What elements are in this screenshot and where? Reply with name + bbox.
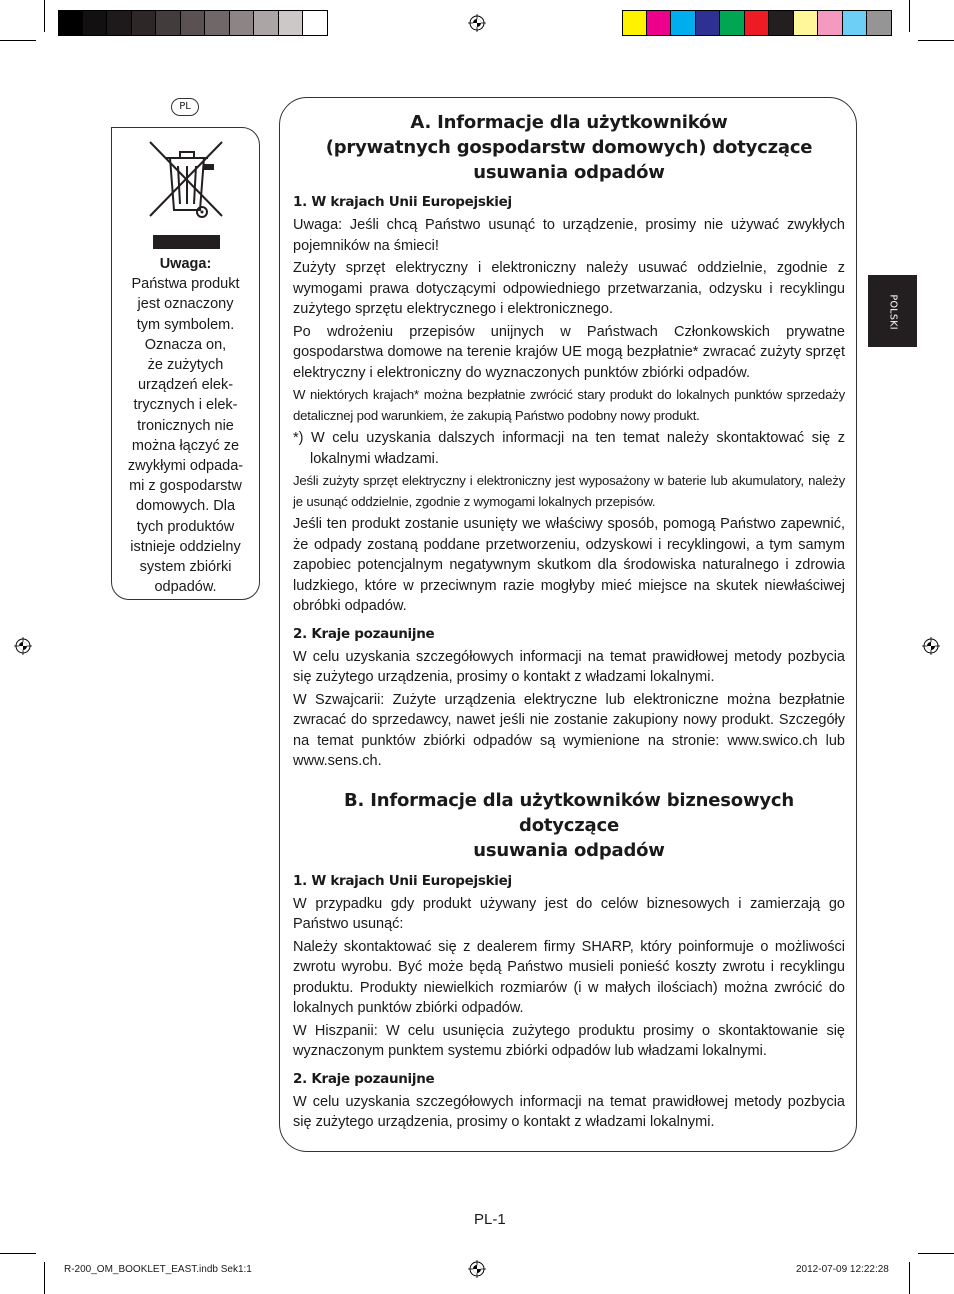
bin-underline-bar	[153, 235, 220, 249]
page-number: PL-1	[474, 1211, 506, 1228]
note-title: Uwaga:	[159, 256, 212, 272]
color-swatch	[745, 10, 770, 36]
section-b-subheading-eu: 1. W krajach Unii Europejskiej	[293, 872, 512, 889]
footnote: *) W celu uzyskania dalszych informacji na ten temat należy skontaktować się z lokalnymi władzami.	[293, 430, 845, 467]
paragraph: W celu uzyskania szczegółowych informacji na temat prawidłowej metody pozbycia się zużytego urządzenia, prosimy o kontakt z władzami lokalnymi.	[293, 648, 845, 685]
color-swatch	[818, 10, 843, 36]
main-content	[293, 110, 845, 1135]
color-swatch	[843, 10, 868, 36]
section-a-title: A. Informacje dla użytkowników (prywatnych gospodarstw domowych) dotyczące usuwania odpadów	[325, 112, 813, 183]
note-line: tych produktów	[136, 518, 235, 535]
crop-mark	[909, 0, 910, 32]
side-tab-label: POLSKI	[887, 294, 899, 330]
note-line: istnieje oddzielny	[130, 538, 241, 555]
paragraph: Zużyty sprzęt elektryczny i elektroniczny należy usuwać oddzielnie, zgodnie z wymogami prawa dotyczącymi odpowiedniego przetwarzania, odzysku i recyklingu zużytego sprzętu elektrycznego i elektronicznego.	[293, 260, 845, 317]
paragraph: Należy skontaktować się z dealerem firmy SHARP, który poinformuje o możliwości zwrotu wyrobu. Być może będą Państwo musieli ponieść koszty zwrotu i recyklingu produktu. Produkty niewielkich rozmiarów (i w małych ilościach) można zwrócić do lokalnych punktów zbiórki odpadów.	[293, 938, 845, 1016]
note-line: trycznych i elek-	[133, 397, 238, 414]
footer-timestamp: 2012-07-09 12:22:28	[796, 1264, 889, 1275]
paragraph: Po wdrożeniu przepisów unijnych w Państwach Członkowskich prywatne gospodarstwa domowe na terenie krajów UE mogą bezpłatnie* zwracać zużyty sprzęt elektryczny i elektroniczny do wyznaczonych punktów zbiórki odpadów.	[293, 323, 845, 381]
paragraph: Jeśli ten produkt zostanie usunięty we właściwy sposób, pomogą Państwo zapewnić, że odpady zostaną poddane przetworzeniu, odzyskowi i recyklingowi, a tym samym zapobiec potencjalnym negatywnym skutkom dla środowiska naturalnego i zdrowia ludzkiego, które w przeciwnym razie mogłyby mieć miejsce na skutek niewłaściwej obróbki odpadów.	[293, 516, 845, 614]
gray-swatch	[230, 10, 255, 36]
note-line: Państwa produkt	[131, 276, 240, 293]
section-b-subheading-non-eu: 2. Kraje pozaunijne	[293, 1070, 435, 1087]
gray-swatch	[156, 10, 181, 36]
color-swatch	[794, 10, 819, 36]
gray-swatch	[205, 10, 230, 36]
crop-mark	[44, 0, 45, 32]
color-swatch	[647, 10, 672, 36]
note-text	[116, 274, 255, 597]
footer-file-info: R-200_OM_BOOKLET_EAST.indb Sek1:1	[64, 1264, 252, 1275]
crop-mark	[918, 40, 954, 41]
color-swatch	[671, 10, 696, 36]
note-line: urządzeń elek-	[137, 377, 234, 394]
registration-mark-icon	[14, 637, 32, 655]
crossed-bin-icon	[142, 136, 230, 222]
note-line: odpadów.	[154, 579, 217, 596]
crop-mark	[918, 1253, 954, 1254]
paragraph: W celu uzyskania szczegółowych informacji na temat prawidłowej metody pozbycia się zużytego urządzenia, prosimy o kontakt z władzami lokalnymi.	[293, 1093, 845, 1130]
note-line: jest oznaczony	[137, 296, 234, 313]
registration-mark-icon	[922, 637, 940, 655]
gray-swatch	[107, 10, 132, 36]
gray-swatch	[132, 10, 157, 36]
note-line: domowych. Dla	[135, 498, 236, 515]
paragraph: Uwaga: Jeśli chcą Państwo usunąć to urządzenie, prosimy nie używać zwykłych pojemników na śmieci!	[293, 217, 845, 254]
paragraph: Jeśli zużyty sprzęt elektryczny i elektroniczny jest wyposażony w baterie lub akumulatory, należy je usunąć oddzielnie, zgodnie z wymogami lokalnych przepisów.	[293, 473, 845, 509]
language-badge: PL	[171, 98, 199, 116]
note-line: tym symbolem.	[136, 316, 235, 333]
note-line: można łączyć ze	[131, 437, 240, 454]
color-swatch	[769, 10, 794, 36]
weee-note	[116, 254, 255, 597]
section-a-subheading-non-eu: 2. Kraje pozaunijne	[293, 625, 435, 642]
gray-swatch	[58, 10, 83, 36]
registration-mark-icon	[468, 14, 486, 32]
weee-notice-box	[111, 127, 260, 600]
paragraph: W przypadku gdy produkt używany jest do celów biznesowych i zamierzają go Państwo usunąć:	[293, 895, 845, 932]
note-line: Oznacza on,	[144, 336, 227, 353]
crop-mark	[0, 40, 36, 41]
registration-mark-icon	[468, 1260, 486, 1278]
color-swatch	[622, 10, 647, 36]
note-line: tronicznych nie	[137, 417, 234, 434]
note-line: zwykłymi odpada-	[127, 458, 244, 475]
gray-swatch	[303, 10, 328, 36]
crop-mark	[44, 1262, 45, 1294]
paragraph: W Szwajcarii: Zużyte urządzenia elektryczne lub elektroniczne można bezpłatnie zwracać do sprzedawcy, nawet jeśli nie zostanie zakupiony nowy produkt. Szczegóły na temat punktów zbiórki odpadów są wymienione na stronie: www.swico.ch lub www.sens.ch.	[293, 691, 845, 769]
gray-swatch	[181, 10, 206, 36]
gray-calibration-bar	[58, 10, 328, 36]
gray-swatch	[83, 10, 108, 36]
language-side-tab	[868, 275, 917, 347]
note-line: system zbiórki	[139, 559, 232, 576]
color-calibration-bar	[622, 10, 892, 36]
gray-swatch	[254, 10, 279, 36]
color-swatch	[696, 10, 721, 36]
section-b-title: B. Informacje dla użytkowników biznesowych dotyczące usuwania odpadów	[343, 789, 795, 861]
paragraph: W niektórych krajach* można bezpłatnie zwrócić stary produkt do lokalnych punktów sprzedaży detalicznej pod warunkiem, że zakupią Państwo podobny nowy produkt.	[293, 387, 845, 423]
color-swatch	[720, 10, 745, 36]
note-line: że zużytych	[147, 357, 224, 374]
crop-mark	[909, 1262, 910, 1294]
paragraph: W Hiszpanii: W celu usunięcia zużytego produktu prosimy o skontaktowanie się wyznaczonym punktem systemu zbiórki odpadów lub władzami lokalnymi.	[293, 1022, 845, 1059]
section-a-subheading-eu: 1. W krajach Unii Europejskiej	[293, 194, 512, 210]
gray-swatch	[279, 10, 304, 36]
crop-mark	[0, 1253, 36, 1254]
color-swatch	[867, 10, 892, 36]
note-line: mi z gospodarstw	[129, 478, 242, 495]
